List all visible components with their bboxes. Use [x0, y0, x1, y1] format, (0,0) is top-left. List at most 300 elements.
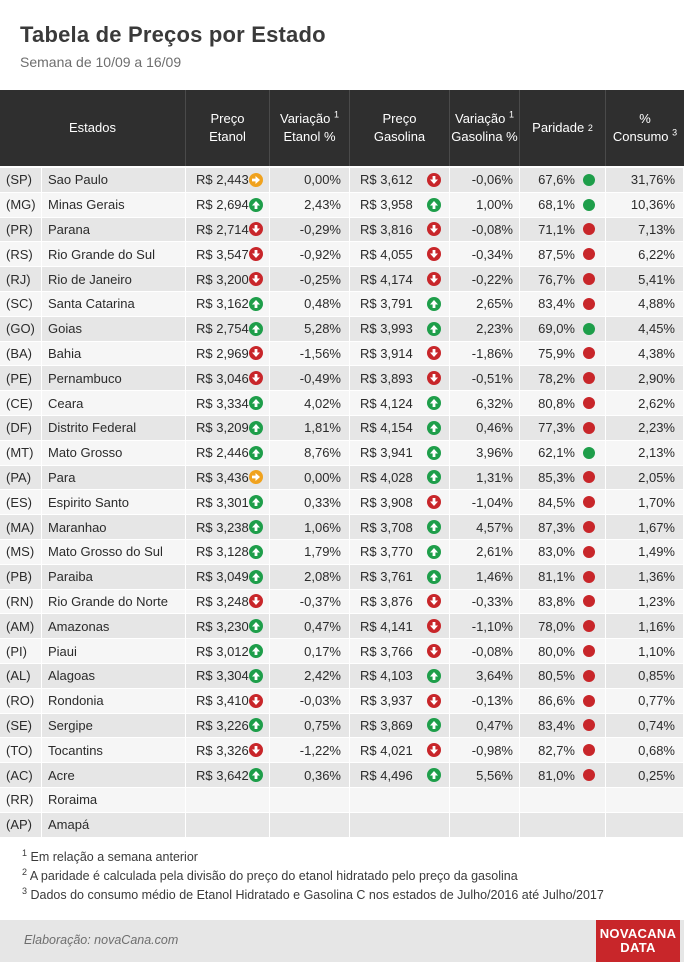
state-code-text: (RR) [6, 792, 34, 808]
ethanol-variation-text: 0,00% [304, 172, 341, 188]
ethanol-price [186, 714, 270, 739]
gasoline-variation [450, 515, 520, 540]
state-name [42, 218, 186, 243]
parity-text: 62,1% [538, 445, 575, 461]
parity-status-dot-icon [583, 447, 595, 459]
ethanol-price-text: R$ 2,754 [196, 321, 249, 337]
gasoline-variation [450, 416, 520, 441]
state-code-text: (CE) [6, 395, 33, 411]
state-name-text: Parana [48, 221, 90, 237]
gasoline-price-text: R$ 4,124 [360, 395, 413, 411]
parity [520, 813, 606, 838]
state-code [0, 515, 42, 540]
consumption-share [606, 168, 684, 193]
column-header-paridade: Paridade 2 [520, 90, 606, 166]
parity-text: 82,7% [538, 742, 575, 758]
state-code-text: (PE) [6, 370, 32, 386]
parity [520, 267, 606, 292]
parity [520, 193, 606, 218]
table-row [0, 466, 684, 491]
state-code-text: (RS) [6, 246, 33, 262]
parity [520, 515, 606, 540]
arrow-up-icon [249, 297, 263, 311]
state-code-text: (SE) [6, 717, 32, 733]
consumption-share [606, 788, 684, 813]
gasoline-variation [450, 565, 520, 590]
gasoline-variation-text: -0,98% [471, 742, 513, 758]
consumption-share [606, 466, 684, 491]
table-row [0, 168, 684, 193]
novacana-data-logo [596, 920, 680, 962]
gasoline-price-text: R$ 3,816 [360, 221, 413, 237]
gasoline-price-text: R$ 3,708 [360, 519, 413, 535]
table-row [0, 714, 684, 739]
consumption-share-text: 6,22% [638, 246, 675, 262]
ethanol-price-text: R$ 3,226 [196, 717, 249, 733]
gasoline-price [350, 565, 450, 590]
arrow-up-icon [427, 545, 441, 559]
parity [520, 664, 606, 689]
ethanol-price-text: R$ 3,304 [196, 668, 249, 684]
parity-status-dot-icon [583, 174, 595, 186]
arrow-down-icon [427, 644, 441, 658]
gasoline-price [350, 689, 450, 714]
ethanol-variation [270, 490, 350, 515]
parity-status-dot-icon [583, 620, 595, 632]
gasoline-price [350, 317, 450, 342]
ethanol-variation [270, 788, 350, 813]
state-code-text: (RO) [6, 693, 35, 709]
consumption-share [606, 441, 684, 466]
parity [520, 168, 606, 193]
ethanol-variation [270, 416, 350, 441]
table-row [0, 788, 684, 813]
state-code [0, 763, 42, 788]
state-code [0, 540, 42, 565]
consumption-share-text: 4,45% [638, 321, 675, 337]
parity-status-dot-icon [583, 397, 595, 409]
gasoline-variation [450, 317, 520, 342]
arrow-down-icon [249, 594, 263, 608]
ethanol-variation [270, 540, 350, 565]
ethanol-variation-text: 0,48% [304, 296, 341, 312]
parity-text: 83,4% [538, 717, 575, 733]
state-code-text: (GO) [6, 321, 35, 337]
column-label-paridade: Paridade [532, 120, 585, 135]
gasoline-price-text: R$ 4,021 [360, 742, 413, 758]
arrow-up-icon [249, 768, 263, 782]
gasoline-variation-text: -0,08% [471, 643, 513, 659]
arrow-up-icon [249, 495, 263, 509]
gasoline-price [350, 614, 450, 639]
state-name [42, 416, 186, 441]
gasoline-price [350, 342, 450, 367]
gasoline-price [350, 242, 450, 267]
state-name [42, 664, 186, 689]
arrow-up-icon [427, 520, 441, 534]
arrow-up-icon [249, 421, 263, 435]
ethanol-variation [270, 168, 350, 193]
ethanol-price [186, 614, 270, 639]
arrow-down-icon [427, 222, 441, 236]
ethanol-price-text: R$ 2,714 [196, 221, 249, 237]
ethanol-price [186, 540, 270, 565]
ethanol-price [186, 391, 270, 416]
gasoline-price [350, 441, 450, 466]
footnote-mark: 3 [672, 127, 678, 138]
parity-text: 83,8% [538, 593, 575, 609]
gasoline-price [350, 416, 450, 441]
arrow-up-icon [427, 669, 441, 683]
gasoline-price-text: R$ 3,914 [360, 345, 413, 361]
footnotes [0, 840, 684, 920]
gasoline-variation [450, 689, 520, 714]
state-code-text: (PA) [6, 469, 32, 485]
state-code-text: (BA) [6, 345, 32, 361]
arrow-up-icon [249, 322, 263, 336]
gasoline-price [350, 193, 450, 218]
gasoline-variation-text: 2,23% [476, 321, 513, 337]
gasoline-variation-text: -0,06% [471, 172, 513, 188]
gasoline-variation [450, 366, 520, 391]
ethanol-price-text: R$ 3,230 [196, 618, 249, 634]
gasoline-variation [450, 391, 520, 416]
parity-text: 87,5% [538, 246, 575, 262]
state-code [0, 689, 42, 714]
state-code-text: (SP) [6, 172, 32, 188]
parity [520, 590, 606, 615]
state-code [0, 614, 42, 639]
state-name [42, 342, 186, 367]
ethanol-price-text: R$ 3,248 [196, 593, 249, 609]
ethanol-price [186, 317, 270, 342]
ethanol-variation-text: 8,76% [304, 445, 341, 461]
state-code [0, 168, 42, 193]
arrow-right-icon [249, 173, 263, 187]
gasoline-price [350, 590, 450, 615]
parity-text: 75,9% [538, 345, 575, 361]
state-code-text: (AC) [6, 767, 33, 783]
consumption-share-text: 0,77% [638, 693, 675, 709]
arrow-up-icon [249, 396, 263, 410]
parity-status-dot-icon [583, 571, 595, 583]
state-name-text: Maranhao [48, 519, 107, 535]
column-header-estados [0, 90, 186, 166]
ethanol-price [186, 416, 270, 441]
arrow-up-icon [427, 570, 441, 584]
gasoline-variation-text: 2,61% [476, 544, 513, 560]
arrow-right-icon [249, 470, 263, 484]
parity [520, 218, 606, 243]
state-code [0, 738, 42, 763]
parity-status-dot-icon [583, 719, 595, 731]
consumption-share [606, 317, 684, 342]
consumption-share-text: 5,41% [638, 271, 675, 287]
ethanol-price [186, 292, 270, 317]
consumption-share [606, 292, 684, 317]
table-row [0, 366, 684, 391]
table-row [0, 292, 684, 317]
ethanol-variation [270, 193, 350, 218]
column-header-variacao-gasolina [450, 90, 520, 166]
ethanol-price-text: R$ 3,238 [196, 519, 249, 535]
state-name-text: Para [48, 469, 76, 485]
ethanol-variation [270, 242, 350, 267]
state-name-text: Pernambuco [48, 370, 122, 386]
table-row [0, 565, 684, 590]
arrow-up-icon [427, 470, 441, 484]
gasoline-price [350, 788, 450, 813]
state-name-text: Minas Gerais [48, 197, 125, 213]
gasoline-price-text: R$ 3,761 [360, 569, 413, 585]
consumption-share [606, 565, 684, 590]
state-name [42, 714, 186, 739]
gasoline-variation [450, 614, 520, 639]
arrow-up-icon [249, 446, 263, 460]
state-name-text: Tocantins [48, 742, 103, 758]
gasoline-price [350, 813, 450, 838]
consumption-share-text: 0,85% [638, 668, 675, 684]
gasoline-price-text: R$ 4,103 [360, 668, 413, 684]
gasoline-price [350, 738, 450, 763]
arrow-down-icon [427, 346, 441, 360]
gasoline-price-text: R$ 3,770 [360, 544, 413, 560]
state-code [0, 366, 42, 391]
arrow-up-icon [249, 570, 263, 584]
ethanol-price-text: R$ 3,046 [196, 370, 249, 386]
gasoline-price-text: R$ 4,154 [360, 420, 413, 436]
column-header-consumo [606, 90, 684, 166]
arrow-down-icon [249, 743, 263, 757]
ethanol-price [186, 193, 270, 218]
consumption-share [606, 218, 684, 243]
ethanol-variation [270, 614, 350, 639]
arrow-up-icon [249, 619, 263, 633]
ethanol-price [186, 342, 270, 367]
ethanol-price-text: R$ 3,049 [196, 569, 249, 585]
footnote-text: Dados do consumo médio de Etanol Hidratado e Gasolina C nos estados de Julho/2016 até Julho/2017 [30, 888, 604, 903]
footnote-mark: 2 [22, 867, 28, 878]
parity [520, 614, 606, 639]
state-code [0, 342, 42, 367]
gasoline-price-text: R$ 4,055 [360, 246, 413, 262]
table-row [0, 813, 684, 838]
state-name-text: Piaui [48, 643, 77, 659]
footnote-3 [22, 884, 662, 903]
consumption-share [606, 391, 684, 416]
state-name [42, 614, 186, 639]
state-code [0, 565, 42, 590]
state-code-text: (AP) [6, 817, 32, 833]
table-row [0, 614, 684, 639]
arrow-down-icon [249, 247, 263, 261]
gasoline-variation-text: 1,46% [476, 569, 513, 585]
ethanol-variation-text: 2,08% [304, 569, 341, 585]
parity-text: 78,2% [538, 370, 575, 386]
arrow-down-icon [427, 371, 441, 385]
table-row [0, 193, 684, 218]
ethanol-variation-text: 2,42% [304, 668, 341, 684]
state-code [0, 242, 42, 267]
parity-text: 84,5% [538, 494, 575, 510]
parity-text: 78,0% [538, 618, 575, 634]
parity-text: 71,1% [538, 221, 575, 237]
ethanol-price-text: R$ 2,694 [196, 197, 249, 213]
ethanol-price [186, 565, 270, 590]
ethanol-variation-text: -1,22% [299, 742, 341, 758]
parity [520, 738, 606, 763]
footnote-text: A paridade é calculada pela divisão do preço do etanol hidratado pelo preço da gasolina [29, 869, 518, 884]
parity-status-dot-icon [583, 273, 595, 285]
consumption-share-text: 0,74% [638, 717, 675, 733]
arrow-up-icon [249, 545, 263, 559]
state-code [0, 317, 42, 342]
gasoline-price-text: R$ 3,876 [360, 593, 413, 609]
gasoline-price-text: R$ 3,869 [360, 717, 413, 733]
ethanol-variation [270, 813, 350, 838]
table-row [0, 689, 684, 714]
state-code [0, 490, 42, 515]
state-name [42, 242, 186, 267]
consumption-share-text: 1,70% [638, 494, 675, 510]
parity-text: 86,6% [538, 693, 575, 709]
gasoline-price-text: R$ 4,496 [360, 767, 413, 783]
arrow-up-icon [427, 198, 441, 212]
gasoline-variation-text: -0,22% [471, 271, 513, 287]
ethanol-variation-text: 1,06% [304, 519, 341, 535]
ethanol-variation-text: 5,28% [304, 321, 341, 337]
arrow-down-icon [249, 222, 263, 236]
table-row [0, 540, 684, 565]
gasoline-variation-text: 5,56% [476, 767, 513, 783]
ethanol-price-text: R$ 3,547 [196, 246, 249, 262]
parity [520, 292, 606, 317]
ethanol-price [186, 664, 270, 689]
gasoline-variation-text: 1,00% [476, 197, 513, 213]
ethanol-variation-text: 1,81% [304, 420, 341, 436]
state-code [0, 441, 42, 466]
gasoline-price-text: R$ 3,893 [360, 370, 413, 386]
parity [520, 366, 606, 391]
table-row [0, 738, 684, 763]
state-name-text: Rio Grande do Sul [48, 246, 155, 262]
ethanol-price [186, 441, 270, 466]
table-row [0, 218, 684, 243]
gasoline-price [350, 664, 450, 689]
parity-status-dot-icon [583, 471, 595, 483]
state-code [0, 218, 42, 243]
parity-text: 81,1% [538, 569, 575, 585]
state-code-text: (AL) [6, 668, 31, 684]
state-name-text: Ceara [48, 395, 84, 411]
consumption-share [606, 763, 684, 788]
parity-status-dot-icon [583, 595, 595, 607]
state-code [0, 788, 42, 813]
arrow-down-icon [427, 619, 441, 633]
parity-text: 76,7% [538, 271, 575, 287]
parity [520, 317, 606, 342]
ethanol-variation [270, 639, 350, 664]
state-code [0, 416, 42, 441]
ethanol-variation [270, 590, 350, 615]
state-name-text: Amapá [48, 817, 90, 833]
arrow-down-icon [427, 247, 441, 261]
ethanol-variation [270, 441, 350, 466]
consumption-share [606, 639, 684, 664]
ethanol-price-text: R$ 3,436 [196, 469, 249, 485]
ethanol-variation [270, 366, 350, 391]
consumption-share-text: 1,36% [638, 569, 675, 585]
consumption-share-text: 1,49% [638, 544, 675, 560]
table-row [0, 590, 684, 615]
consumption-share [606, 540, 684, 565]
ethanol-variation-text: -0,03% [299, 693, 341, 709]
gasoline-variation-text: -0,51% [471, 370, 513, 386]
ethanol-variation-text: -0,29% [299, 221, 341, 237]
ethanol-price-text: R$ 3,209 [196, 420, 249, 436]
arrow-up-icon [249, 198, 263, 212]
consumption-share-text: 2,62% [638, 395, 675, 411]
state-name-text: Sao Paulo [48, 172, 108, 188]
state-code-text: (MG) [6, 197, 36, 213]
gasoline-variation-text: 3,64% [476, 668, 513, 684]
consumption-share-text: 2,05% [638, 469, 675, 485]
consumption-share [606, 366, 684, 391]
column-label-estados: Estados [69, 120, 116, 135]
consumption-share-text: 1,10% [638, 643, 675, 659]
state-name [42, 193, 186, 218]
consumption-share-text: 31,76% [630, 172, 675, 188]
state-code-text: (DF) [6, 420, 32, 436]
consumption-share [606, 515, 684, 540]
table-row [0, 267, 684, 292]
ethanol-variation [270, 466, 350, 491]
column-header-preco-gasolina [350, 90, 450, 166]
gasoline-price [350, 639, 450, 664]
ethanol-price [186, 490, 270, 515]
state-name [42, 813, 186, 838]
state-name [42, 490, 186, 515]
consumption-share-text: 1,67% [638, 519, 675, 535]
gasoline-variation [450, 292, 520, 317]
ethanol-variation [270, 267, 350, 292]
arrow-up-icon [427, 322, 441, 336]
ethanol-price [186, 788, 270, 813]
parity-text: 81,0% [538, 767, 575, 783]
gasoline-price-text: R$ 3,612 [360, 172, 413, 188]
state-name-text: Roraima [48, 792, 98, 808]
arrow-up-icon [427, 396, 441, 410]
arrow-up-icon [427, 768, 441, 782]
ethanol-variation [270, 391, 350, 416]
gasoline-variation [450, 441, 520, 466]
gasoline-variation-text: 0,47% [476, 717, 513, 733]
gasoline-price [350, 218, 450, 243]
ethanol-price [186, 738, 270, 763]
state-name [42, 689, 186, 714]
parity-text: 77,3% [538, 420, 575, 436]
state-name [42, 565, 186, 590]
table-body [0, 168, 684, 838]
gasoline-variation [450, 813, 520, 838]
arrow-up-icon [249, 644, 263, 658]
column-header-preco-etanol [186, 90, 270, 166]
gasoline-variation [450, 590, 520, 615]
ethanol-price [186, 515, 270, 540]
state-code-text: (PB) [6, 569, 32, 585]
state-name-text: Bahia [48, 345, 82, 361]
gasoline-price [350, 515, 450, 540]
